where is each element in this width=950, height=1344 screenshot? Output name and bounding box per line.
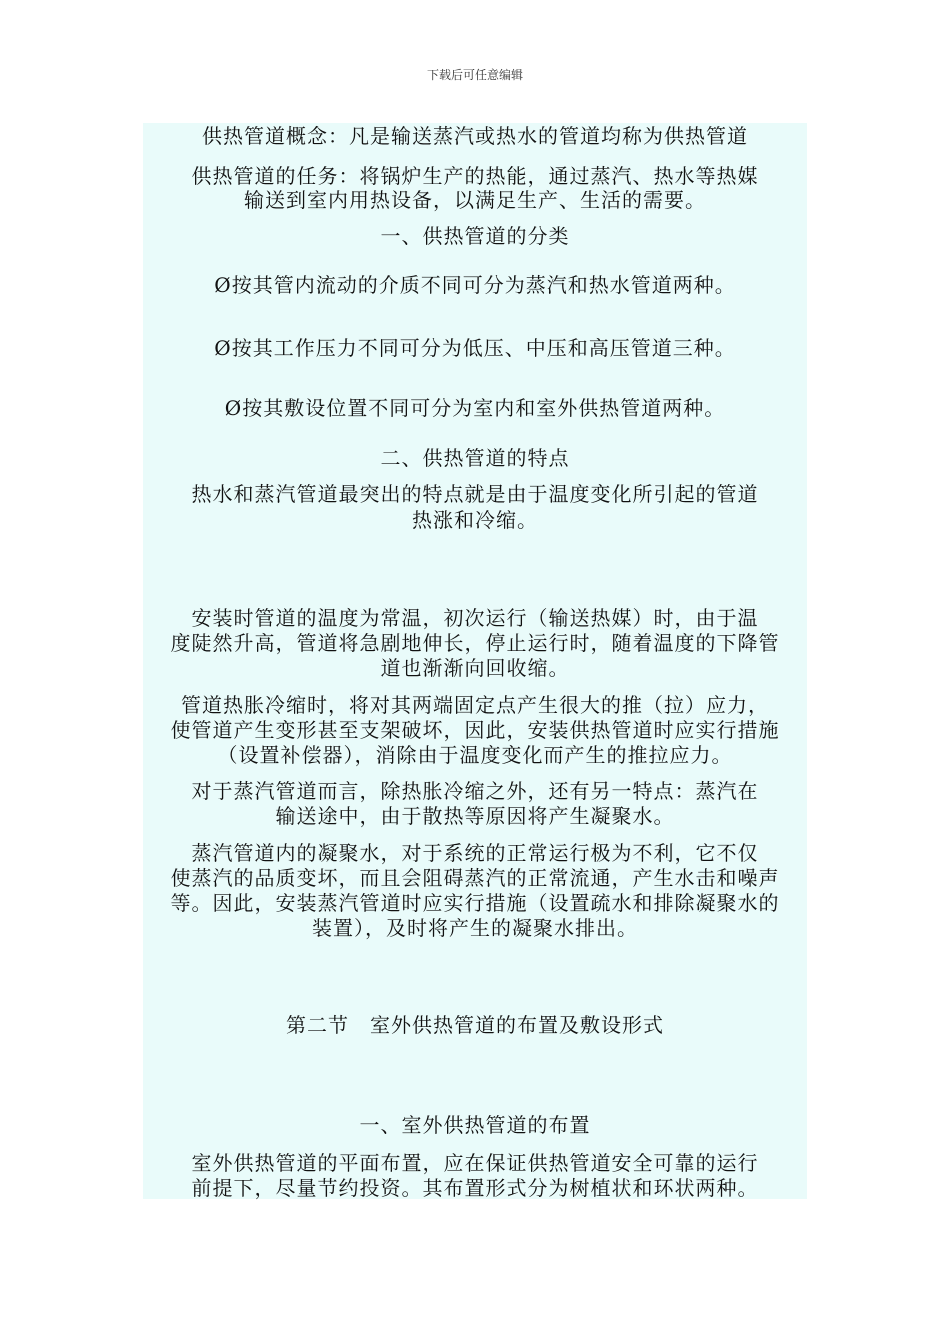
section-heading: 二、供热管道的特点 <box>380 446 570 470</box>
text-line: 等。因此，安装蒸汽管道时应实行措施（设置疏水和排除凝聚水的 <box>170 891 780 915</box>
bullet-item: Ø按其敷设位置不同可分为室内和室外供热管道两种。 <box>224 396 726 420</box>
header-note: 下载后可任意编辑 <box>426 68 523 82</box>
text-line: 输送途中，由于散热等原因将产生凝聚水。 <box>275 804 675 828</box>
section-heading: 一、供热管道的分类 <box>380 224 570 248</box>
text-line: 对于蒸汽管道而言，除热胀冷缩之外，还有另一特点：蒸汽在 <box>191 779 759 803</box>
document-panel <box>143 123 807 1199</box>
bullet-item: Ø按其管内流动的介质不同可分为蒸汽和热水管道两种。 <box>214 273 736 297</box>
text-line: 前提下，尽量节约投资。其布置形式分为树植状和环状两种。 <box>191 1176 759 1200</box>
bullet-item: Ø按其工作压力不同可分为低压、中压和高压管道三种。 <box>214 336 736 360</box>
text-line: 装置），及时将产生的凝聚水排出。 <box>312 916 638 940</box>
chapter-heading: 第二节 室外供热管道的布置及敷设形式 <box>286 1013 664 1037</box>
text-line: （设置补偿器），消除由于温度变化而产生的推拉应力。 <box>217 743 733 767</box>
text-line: 管道热胀冷缩时，将对其两端固定点产生很大的推（拉）应力， <box>181 693 769 717</box>
text-line: 使蒸汽的品质变坏，而且会阻碍蒸汽的正常流通，产生水击和噪声 <box>170 866 780 890</box>
section-heading: 一、室外供热管道的布置 <box>359 1113 591 1137</box>
text-line: 热水和蒸汽管道最突出的特点就是由于温度变化所引起的管道 <box>191 482 759 506</box>
text-line: 供热管道的任务：将锅炉生产的热能，通过蒸汽、热水等热媒 <box>191 164 759 188</box>
text-line: 室外供热管道的平面布置，应在保证供热管道安全可靠的运行 <box>191 1151 759 1175</box>
text-line: 度陡然升高，管道将急剧地伸长，停止运行时，随着温度的下降管 <box>170 631 780 655</box>
text-line: 热涨和冷缩。 <box>412 508 538 532</box>
text-line: 蒸汽管道内的凝聚水，对于系统的正常运行极为不利，它不仅 <box>191 841 759 865</box>
text-line: 安装时管道的温度为常温，初次运行（输送热媒）时，由于温 <box>191 606 759 630</box>
text-line: 使管道产生变形甚至支架破坏，因此，安装供热管道时应实行措施 <box>170 718 780 742</box>
text-line: 输送到室内用热设备，以满足生产、生活的需要。 <box>244 188 706 212</box>
text-line: 供热管道概念：凡是输送蒸汽或热水的管道均称为供热管道 <box>202 124 748 148</box>
text-line: 道也渐渐向回收缩。 <box>380 656 570 680</box>
